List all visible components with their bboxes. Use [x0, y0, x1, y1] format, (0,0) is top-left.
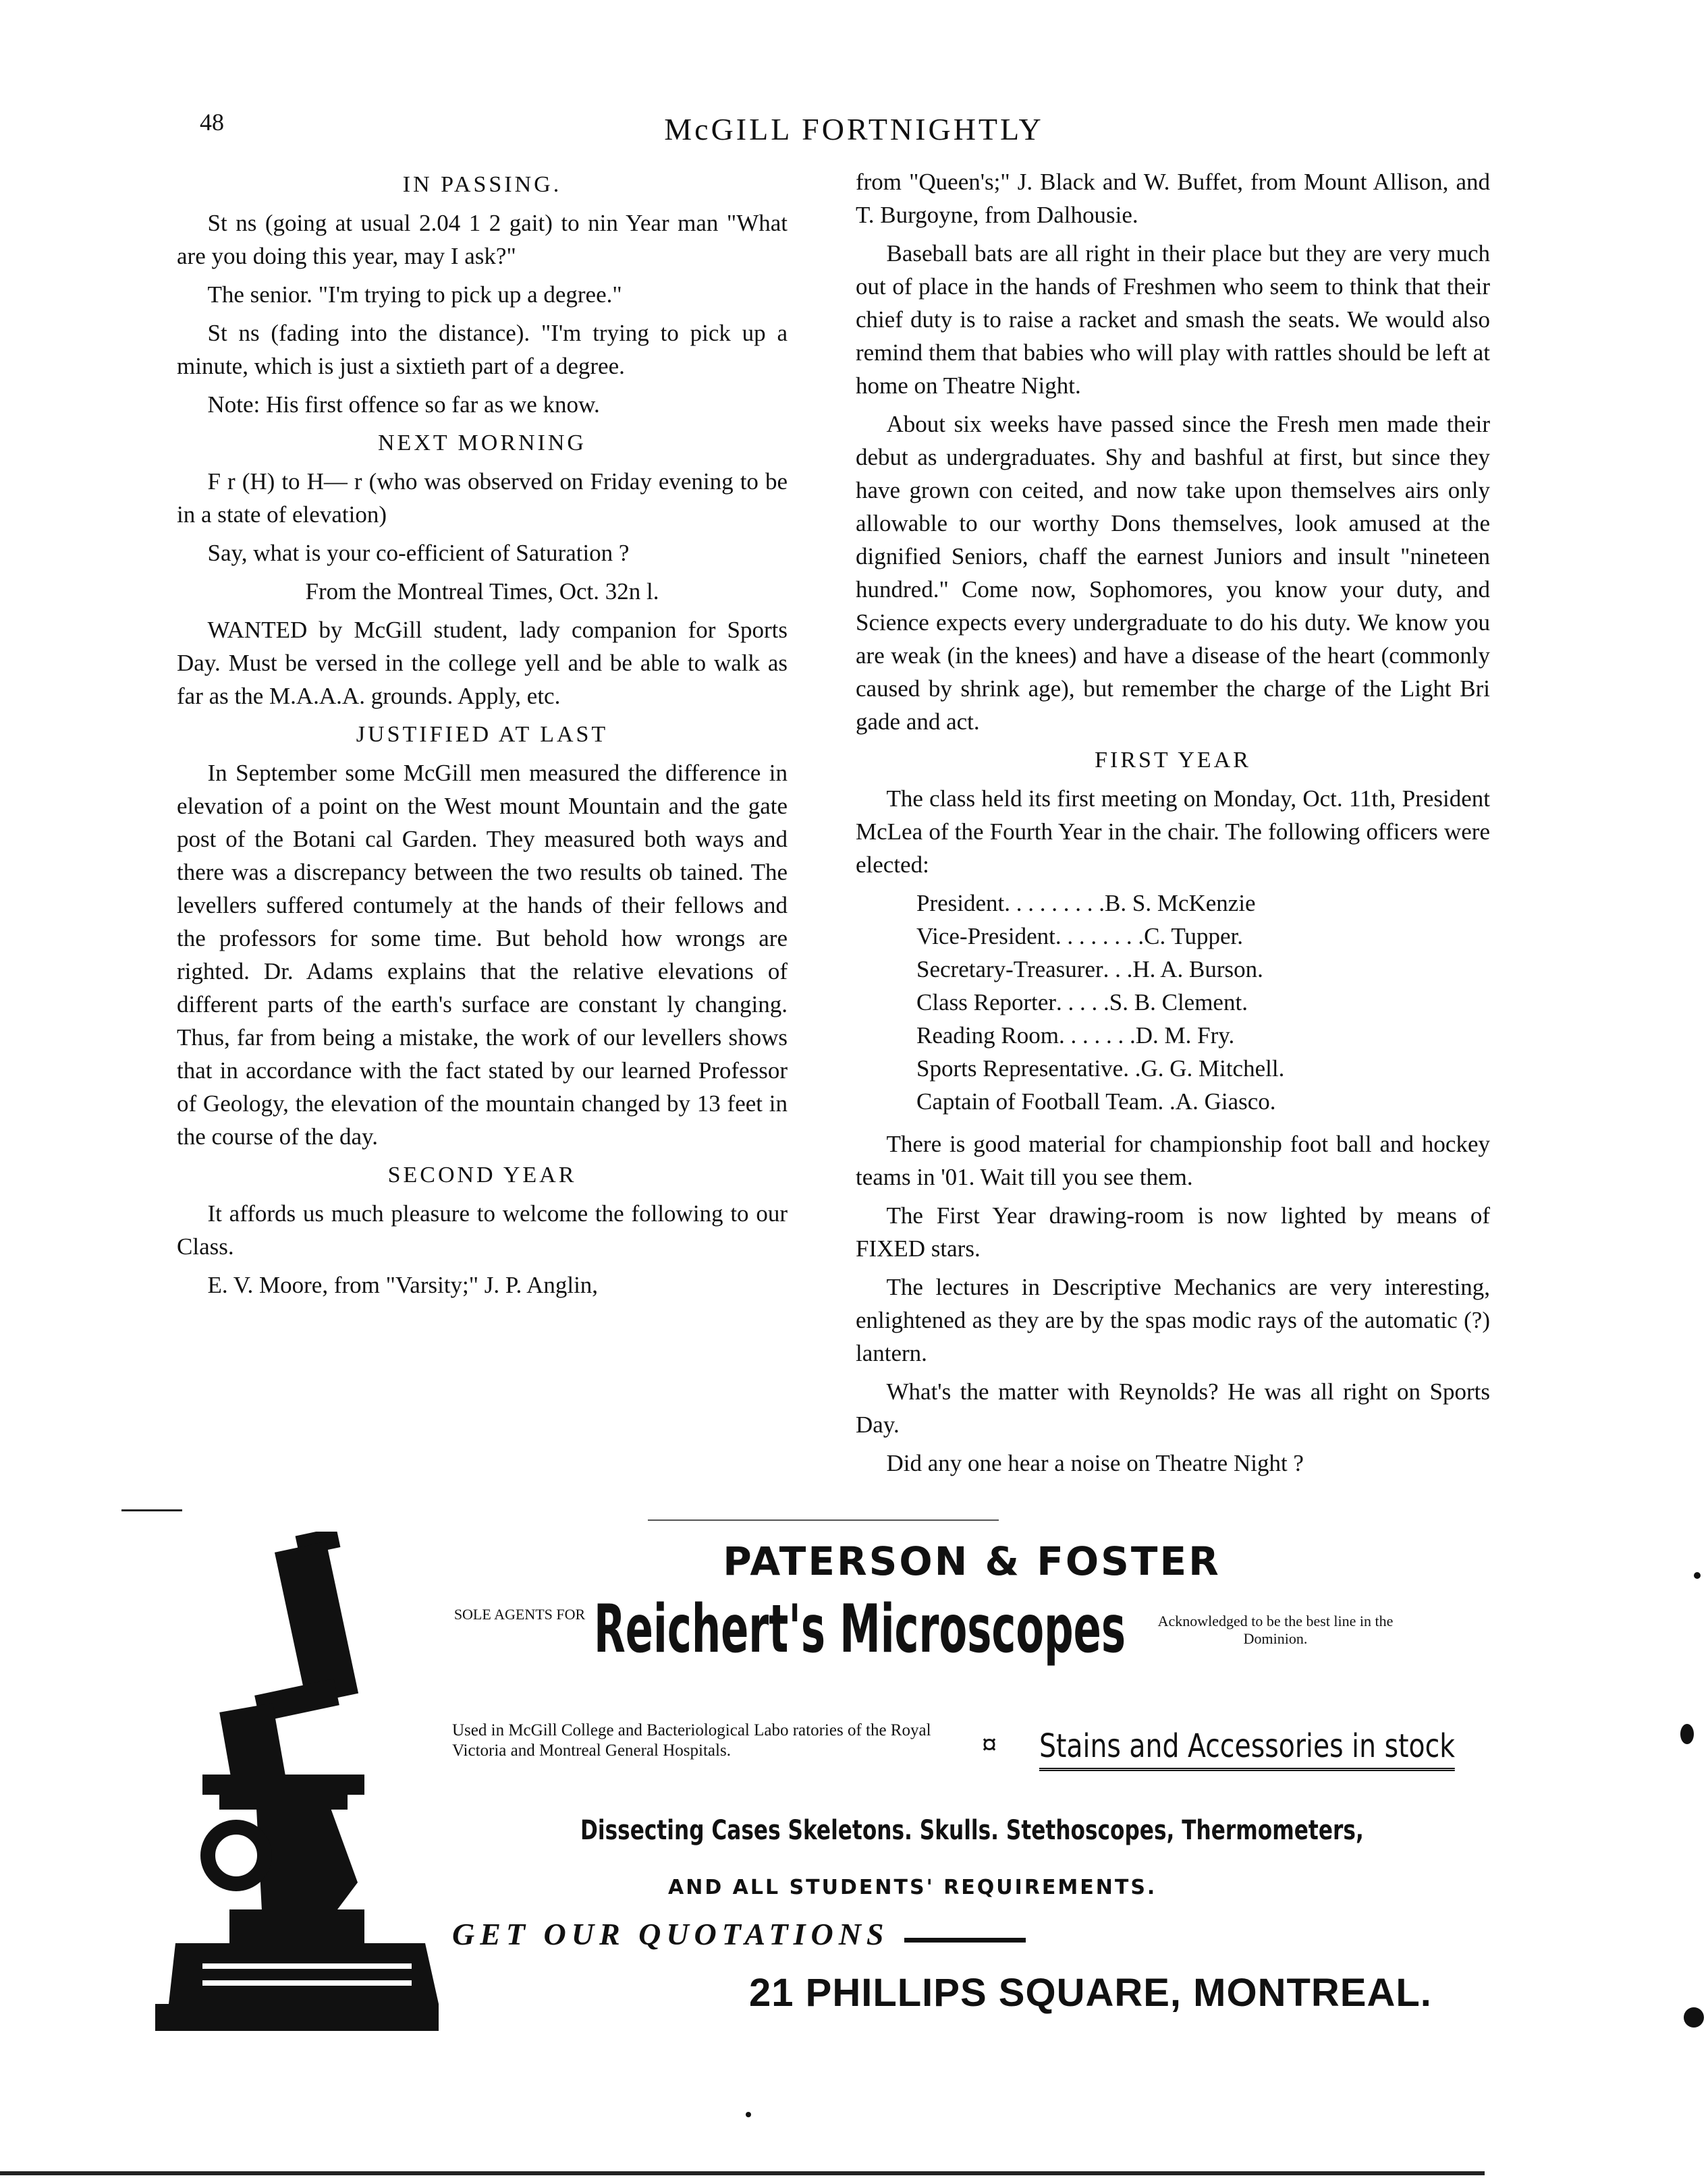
- requirements-line: AND ALL STUDENTS' REQUIREMENTS.: [668, 1876, 1157, 1899]
- quotations-line: GET OUR QUOTATIONS: [452, 1917, 889, 1951]
- bottom-edge-rule: [0, 2171, 1485, 2175]
- continued-text: from "Queen's;" J. Black and W. Buffet, from Mount Allison, and T. Burgoyne, from Dalhousie.: [856, 169, 1490, 228]
- right-column: [856, 165, 1490, 1485]
- officer-dots: . .: [1123, 1055, 1141, 1082]
- in-passing-p3: St ns (fading into the distance). "I'm trying to pick up a minute, which is just a sixtieth part of a degree.: [177, 320, 788, 379]
- heading-justified: JUSTIFIED AT LAST: [356, 722, 609, 747]
- print-speck: [1694, 1572, 1701, 1579]
- officer-name: D. M. Fry.: [1135, 1022, 1235, 1049]
- acknowledgement-note: Acknowledged to be the best line in the Dominion.: [1157, 1613, 1394, 1647]
- second-year-p2: E. V. Moore, from "Varsity;" J. P. Anglin,: [207, 1272, 599, 1298]
- running-head: McGILL FORTNIGHTLY: [664, 112, 1044, 146]
- used-in-note: Used in McGill College and Bacteriological Labo ratories of the Royal Victoria and Montreal General Hospitals.: [452, 1721, 931, 1760]
- first-year-p1: The class held its first meeting on Monday, Oct. 11th, President McLea of the Fourth Year in the chair. The following officers were elected:: [856, 785, 1490, 878]
- first-year-p4: The lectures in Descriptive Mechanics are very interesting, enlightened as they are by the spas modic rays of the automatic (?) lantern.: [856, 1274, 1490, 1366]
- officer-row: [916, 986, 1490, 1019]
- sole-agents-label: SOLE AGENTS FOR: [453, 1606, 586, 1623]
- stains-note: Stains and Accessories in stock: [1039, 1727, 1455, 1771]
- first-year-p2: There is good material for championship foot ball and hockey teams in '01. Wait till you see them.: [856, 1131, 1490, 1190]
- print-speck: [746, 2112, 751, 2117]
- print-speck: [1680, 1724, 1694, 1744]
- officer-row: [916, 1085, 1490, 1118]
- in-passing-p2: The senior. "I'm trying to pick up a degree.": [207, 281, 622, 308]
- officer-name: A. Giasco.: [1175, 1088, 1276, 1115]
- heading-first-year: FIRST YEAR: [1095, 748, 1251, 773]
- officer-row: [916, 887, 1490, 920]
- officer-title: Sports Representative: [916, 1055, 1124, 1082]
- officer-name: S. B. Clement.: [1109, 989, 1248, 1015]
- heading-in-passing: IN PASSING.: [402, 172, 562, 197]
- officer-dots: . . . . . . .: [1058, 1022, 1136, 1049]
- officer-dots: . . . . .: [1056, 989, 1109, 1015]
- officer-row: [916, 953, 1490, 986]
- second-year-p1: It affords us much pleasure to welcome the following to our Class.: [177, 1200, 788, 1260]
- heading-next-morning: NEXT MORNING: [378, 430, 586, 455]
- officer-title: Reading Room: [916, 1022, 1059, 1049]
- page-number: 48: [200, 109, 224, 136]
- ornament-mark: ¤: [982, 1728, 997, 1761]
- next-morning-p1: F r (H) to H— r (who was observed on Friday evening to be in a state of elevation): [177, 468, 788, 528]
- officer-row: [916, 1052, 1490, 1085]
- officer-name: H. A. Burson.: [1132, 956, 1263, 982]
- officer-title: President: [916, 890, 1005, 916]
- advertiser-name: PATERSON & FOSTER: [723, 1538, 1221, 1584]
- officer-row: [916, 1019, 1490, 1052]
- officer-dots: . . . . . . . .: [1055, 923, 1145, 949]
- officer-title: Vice-President: [916, 923, 1055, 949]
- officer-title: Captain of Football Team: [916, 1088, 1158, 1115]
- officer-name: G. G. Mitchell.: [1140, 1055, 1285, 1082]
- product-name: Reichert's Microscopes: [594, 1591, 1126, 1668]
- first-year-p5: What's the matter with Reynolds? He was all right on Sports Day.: [856, 1378, 1490, 1438]
- address-line: 21 PHILLIPS SQUARE, MONTREAL.: [749, 1971, 1432, 2015]
- section-divider: [648, 1519, 999, 1521]
- dateline: From the Montreal Times, Oct. 32n l.: [305, 578, 659, 605]
- section-divider: [121, 1509, 182, 1511]
- officer-row: [916, 920, 1490, 953]
- officer-name: B. S. McKenzie: [1105, 890, 1256, 916]
- baseball-paragraph: Baseball bats are all right in their place but they are very much out of place in the hands of Freshmen who seem to think that their chief duty is to raise a racket and smash the seats. We would also remind them that babies who will play with rattles should be left at home on Theatre Night.: [856, 240, 1490, 399]
- in-passing-p1: St ns (going at usual 2.04 1 2 gait) to nin Year man "What are you doing this year, may I ask?": [177, 210, 788, 269]
- left-column: [177, 165, 788, 1307]
- first-year-p3: The First Year drawing-room is now lighted by means of FIXED stars.: [856, 1202, 1490, 1262]
- advertisement: [155, 1525, 1532, 2038]
- officer-title: Class Reporter: [916, 989, 1057, 1015]
- officers-list: [916, 887, 1490, 1118]
- officer-dots: . . .: [1103, 956, 1133, 982]
- quotations-rule: [904, 1938, 1026, 1943]
- wanted-notice: WANTED by McGill student, lady companion for Sports Day. Must be versed in the college yell and be able to walk as far as the M.A.A.A. grounds. Apply, etc.: [177, 617, 788, 709]
- officer-title: Secretary-Treasurer: [916, 956, 1103, 982]
- microscope-icon: [155, 1532, 439, 2031]
- officer-dots: . .: [1157, 1088, 1176, 1115]
- print-speck: [1684, 2007, 1704, 2028]
- officer-dots: . . . . . . . . .: [1004, 890, 1105, 916]
- justified-p1: In September some McGill men measured the difference in elevation of a point on the West mount Mountain and the gate post of the Botani cal Garden. They measured both ways and there was a discrepancy between the two results ob tained. The levellers suffered contumely at the hands of their fellows and the professors for some time. But behold how wrongs are righted. Dr. Adams explains that the relative elevations of different parts of the earth's surface are constant ly changing. Thus, far from being a mistake, the work of our levellers shows that in accordance with the fact stated by our learned Professor of Geology, the elevation of the mountain changed by 13 feet in the course of the day.: [177, 760, 788, 1150]
- items-list: Dissecting Cases Skeletons. Skulls. Stethoscopes, Thermometers,: [580, 1815, 1364, 1846]
- six-weeks-paragraph: About six weeks have passed since the Fresh men made their debut as undergraduates. Shy and bashful at first, but since they have grown con ceited, and now take upon themselves airs only allowable to our worthy Dons themselves, look amused at the dignified Seniors, chaff the earnest Juniors and insult "nineteen hundred." Come now, Sophomores, you know your duty, and Science expects every undergraduate to do his duty. We know you are weak (in the knees) and have a disease of the heart (commonly caused by shrink age), but remember the charge of the Light Bri gade and act.: [856, 411, 1490, 735]
- next-morning-p2: Say, what is your co-efficient of Saturation ?: [207, 540, 630, 566]
- first-year-p6: Did any one hear a noise on Theatre Night ?: [886, 1450, 1304, 1476]
- officer-name: C. Tupper.: [1144, 923, 1244, 949]
- in-passing-note: Note: His first offence so far as we know.: [207, 391, 600, 418]
- heading-second-year: SECOND YEAR: [387, 1163, 577, 1188]
